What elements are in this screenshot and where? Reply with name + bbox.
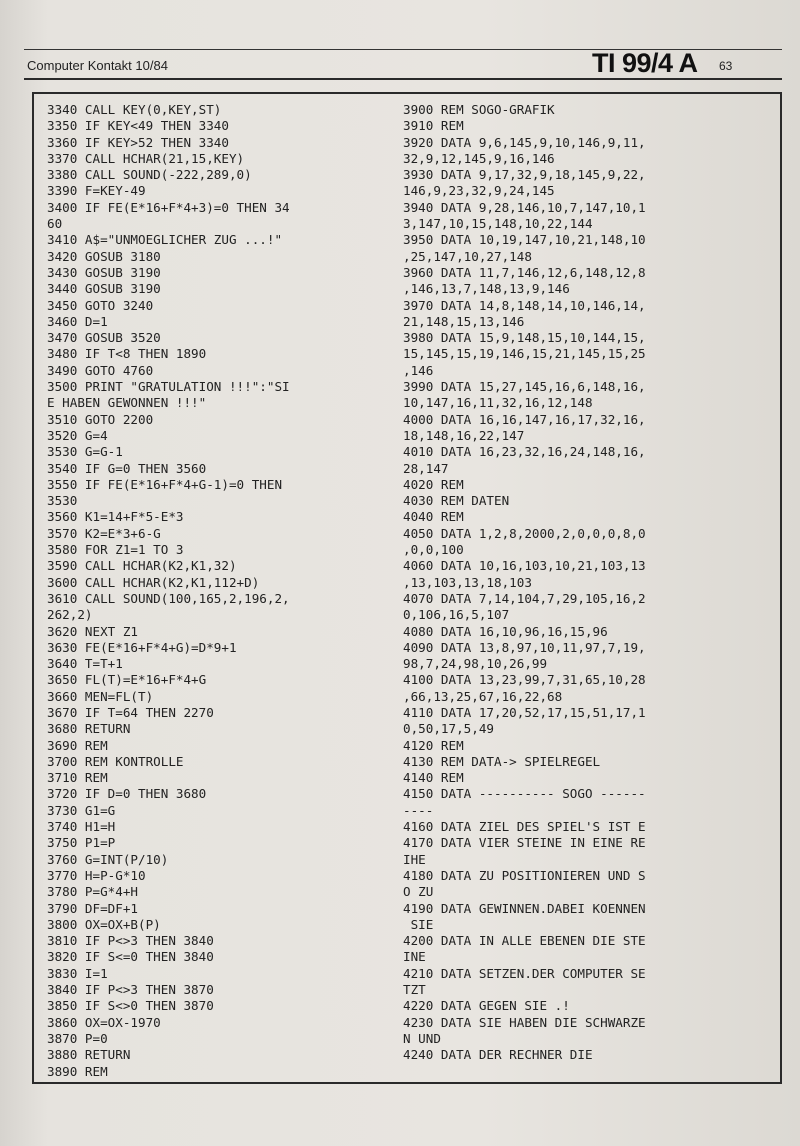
code-line: 3890 REM: [47, 1063, 108, 1079]
code-line: ,66,13,25,67,16,22,68: [403, 688, 563, 704]
code-line: 3510 GOTO 2200: [47, 411, 154, 427]
code-line: ,25,147,10,27,148: [403, 248, 532, 264]
code-line: 3380 CALL SOUND(-222,289,0): [47, 167, 252, 183]
code-line: 3350 IF KEY<49 THEN 3340: [47, 118, 229, 134]
code-line: 3420 GOSUB 3180: [47, 248, 161, 264]
code-line: 4170 DATA VIER STEINE IN EINE RE: [403, 835, 646, 851]
code-line: ,0,0,100: [403, 542, 464, 558]
code-line: 3990 DATA 15,27,145,16,6,148,16,: [403, 379, 646, 395]
code-line: 3530 G=G-1: [47, 444, 123, 460]
code-line: 4160 DATA ZIEL DES SPIEL'S IST E: [403, 819, 646, 835]
code-line: 3710 REM: [47, 770, 108, 786]
code-line: 3670 IF T=64 THEN 2270: [47, 704, 214, 720]
code-line: 28,147: [403, 460, 449, 476]
code-line: 4060 DATA 10,16,103,10,21,103,13: [403, 558, 646, 574]
code-line: 3770 H=P-G*10: [47, 867, 146, 883]
code-line: 4040 REM: [403, 509, 464, 525]
code-line: 3540 IF G=0 THEN 3560: [47, 460, 207, 476]
code-line: 262,2): [47, 607, 93, 623]
code-line: 3950 DATA 10,19,147,10,21,148,10: [403, 232, 646, 248]
code-line: 3480 IF T<8 THEN 1890: [47, 346, 207, 362]
computer-model-title: TI 99/4 A: [592, 48, 698, 78]
code-line: 3450 GOTO 3240: [47, 297, 154, 313]
code-line: 3630 FE(E*16+F*4+G)=D*9+1: [47, 639, 237, 655]
magazine-issue: Computer Kontakt 10/84: [27, 58, 168, 73]
code-line: 3590 CALL HCHAR(K2,K1,32): [47, 558, 237, 574]
code-line: 4120 REM: [403, 737, 464, 753]
code-line: 3780 P=G*4+H: [47, 884, 138, 900]
code-line: SIE: [403, 916, 434, 932]
code-line: 3730 G1=G: [47, 802, 116, 818]
code-line: 3570 K2=E*3+6-G: [47, 525, 161, 541]
code-line: 3530: [47, 493, 78, 509]
code-line: 3970 DATA 14,8,148,14,10,146,14,: [403, 297, 646, 313]
code-line: 3560 K1=14+F*5-E*3: [47, 509, 184, 525]
code-line: 3820 IF S<=0 THEN 3840: [47, 949, 214, 965]
code-line: IHE: [403, 851, 426, 867]
page-number: 63: [719, 59, 733, 73]
code-line: ,146,13,7,148,13,9,146: [403, 281, 570, 297]
code-line: 4030 REM DATEN: [403, 493, 510, 509]
code-line: 15,145,15,19,146,15,21,145,15,25: [403, 346, 646, 362]
code-line: 3620 NEXT Z1: [47, 623, 138, 639]
code-line: 3790 DF=DF+1: [47, 900, 138, 916]
code-line: 3340 CALL KEY(0,KEY,ST): [47, 102, 222, 117]
code-line: 146,9,23,32,9,24,145: [403, 183, 555, 199]
code-line: 3850 IF S<>0 THEN 3870: [47, 998, 214, 1014]
code-line: 3940 DATA 9,28,146,10,7,147,10,1: [403, 199, 646, 215]
code-line: 3740 H1=H: [47, 819, 116, 835]
code-line: 3550 IF FE(E*16+F*4+G-1)=0 THEN: [47, 476, 283, 492]
code-line: 0,106,16,5,107: [403, 607, 510, 623]
code-line: 4210 DATA SETZEN.DER COMPUTER SE: [403, 965, 646, 981]
code-line: 4140 REM: [403, 770, 464, 786]
code-line: 4220 DATA GEGEN SIE .!: [403, 998, 570, 1014]
code-line: 3400 IF FE(E*16+F*4+3)=0 THEN 34: [47, 199, 290, 215]
code-line: 3800 OX=OX+B(P): [47, 916, 161, 932]
code-line: 3390 F=KEY-49: [47, 183, 146, 199]
code-line: N UND: [403, 1030, 441, 1046]
code-line: 60: [47, 216, 63, 232]
code-line: 4000 DATA 16,16,147,16,17,32,16,: [403, 411, 646, 427]
code-line: 4010 DATA 16,23,32,16,24,148,16,: [403, 444, 646, 460]
code-line: 3580 FOR Z1=1 TO 3: [47, 542, 184, 558]
code-line: 3960 DATA 11,7,146,12,6,148,12,8: [403, 264, 646, 280]
code-line: O ZU: [403, 884, 434, 900]
code-line: 4200 DATA IN ALLE EBENEN DIE STE: [403, 933, 646, 949]
code-line: 3440 GOSUB 3190: [47, 281, 161, 297]
code-line: 3980 DATA 15,9,148,15,10,144,15,: [403, 330, 646, 346]
code-line: 3750 P1=P: [47, 835, 116, 851]
code-line: 4130 REM DATA-> SPIELREGEL: [403, 753, 601, 769]
code-line: 3920 DATA 9,6,145,9,10,146,9,11,: [403, 134, 646, 150]
code-line: 4110 DATA 17,20,52,17,15,51,17,1: [403, 704, 646, 720]
code-line: 3910 REM: [403, 118, 464, 134]
code-line: 3360 IF KEY>52 THEN 3340: [47, 134, 229, 150]
listing-right-column: [403, 102, 646, 1064]
code-line: ,13,103,13,18,103: [403, 574, 532, 590]
code-line: 3500 PRINT "GRATULATION !!!":"SI: [47, 379, 290, 395]
code-line: 3610 CALL SOUND(100,165,2,196,2,: [47, 590, 290, 606]
code-line: 4070 DATA 7,14,104,7,29,105,16,2: [403, 590, 646, 606]
code-line: 3700 REM KONTROLLE: [47, 753, 184, 769]
code-line: 3650 FL(T)=E*16+F*4+G: [47, 672, 207, 688]
code-line: 21,148,15,13,146: [403, 313, 525, 329]
code-line: 3600 CALL HCHAR(K2,K1,112+D): [47, 574, 260, 590]
code-line: ,146: [403, 362, 434, 378]
code-line: 32,9,12,145,9,16,146: [403, 150, 555, 166]
listing-left-column: [47, 102, 290, 1080]
code-line: INE: [403, 949, 426, 965]
code-line: 0,50,17,5,49: [403, 721, 494, 737]
code-line: 3640 T=T+1: [47, 656, 123, 672]
header-rule: [24, 78, 782, 80]
code-line: 3840 IF P<>3 THEN 3870: [47, 982, 214, 998]
code-line: 4050 DATA 1,2,8,2000,2,0,0,0,8,0: [403, 525, 646, 541]
code-line: 3490 GOTO 4760: [47, 362, 154, 378]
code-line: 10,147,16,11,32,16,12,148: [403, 395, 593, 411]
code-line: 4080 DATA 16,10,96,16,15,96: [403, 623, 608, 639]
code-line: E HABEN GEWONNEN !!!": [47, 395, 207, 411]
code-line: 4090 DATA 13,8,97,10,11,97,7,19,: [403, 639, 646, 655]
code-line: 3760 G=INT(P/10): [47, 851, 169, 867]
code-line: 3690 REM: [47, 737, 108, 753]
code-line: 3900 REM SOGO-GRAFIK: [403, 102, 555, 117]
code-line: 4150 DATA ---------- SOGO ------: [403, 786, 646, 802]
code-line: 3860 OX=OX-1970: [47, 1014, 161, 1030]
code-line: 3470 GOSUB 3520: [47, 330, 161, 346]
code-line: 3930 DATA 9,17,32,9,18,145,9,22,: [403, 167, 646, 183]
code-line: 3830 I=1: [47, 965, 108, 981]
code-line: 3370 CALL HCHAR(21,15,KEY): [47, 150, 245, 166]
code-line: 4020 REM: [403, 476, 464, 492]
code-line: 18,148,16,22,147: [403, 427, 525, 443]
code-line: 4240 DATA DER RECHNER DIE: [403, 1047, 593, 1063]
code-line: 3870 P=0: [47, 1030, 108, 1046]
code-line: 3,147,10,15,148,10,22,144: [403, 216, 593, 232]
code-line: 3880 RETURN: [47, 1047, 131, 1063]
code-line: 4100 DATA 13,23,99,7,31,65,10,28: [403, 672, 646, 688]
code-line: 3720 IF D=0 THEN 3680: [47, 786, 207, 802]
code-line: ----: [403, 802, 434, 818]
code-line: 3660 MEN=FL(T): [47, 688, 154, 704]
code-line: TZT: [403, 982, 426, 998]
code-line: 3410 A$="UNMOEGLICHER ZUG ...!": [47, 232, 283, 248]
code-line: 98,7,24,98,10,26,99: [403, 656, 548, 672]
code-line: 3430 GOSUB 3190: [47, 264, 161, 280]
code-line: 4180 DATA ZU POSITIONIEREN UND S: [403, 867, 646, 883]
code-line: 3810 IF P<>3 THEN 3840: [47, 933, 214, 949]
code-line: 4230 DATA SIE HABEN DIE SCHWARZE: [403, 1014, 646, 1030]
code-line: 4190 DATA GEWINNEN.DABEI KOENNEN: [403, 900, 646, 916]
code-line: 3680 RETURN: [47, 721, 131, 737]
code-line: 3520 G=4: [47, 427, 108, 443]
code-line: 3460 D=1: [47, 313, 108, 329]
